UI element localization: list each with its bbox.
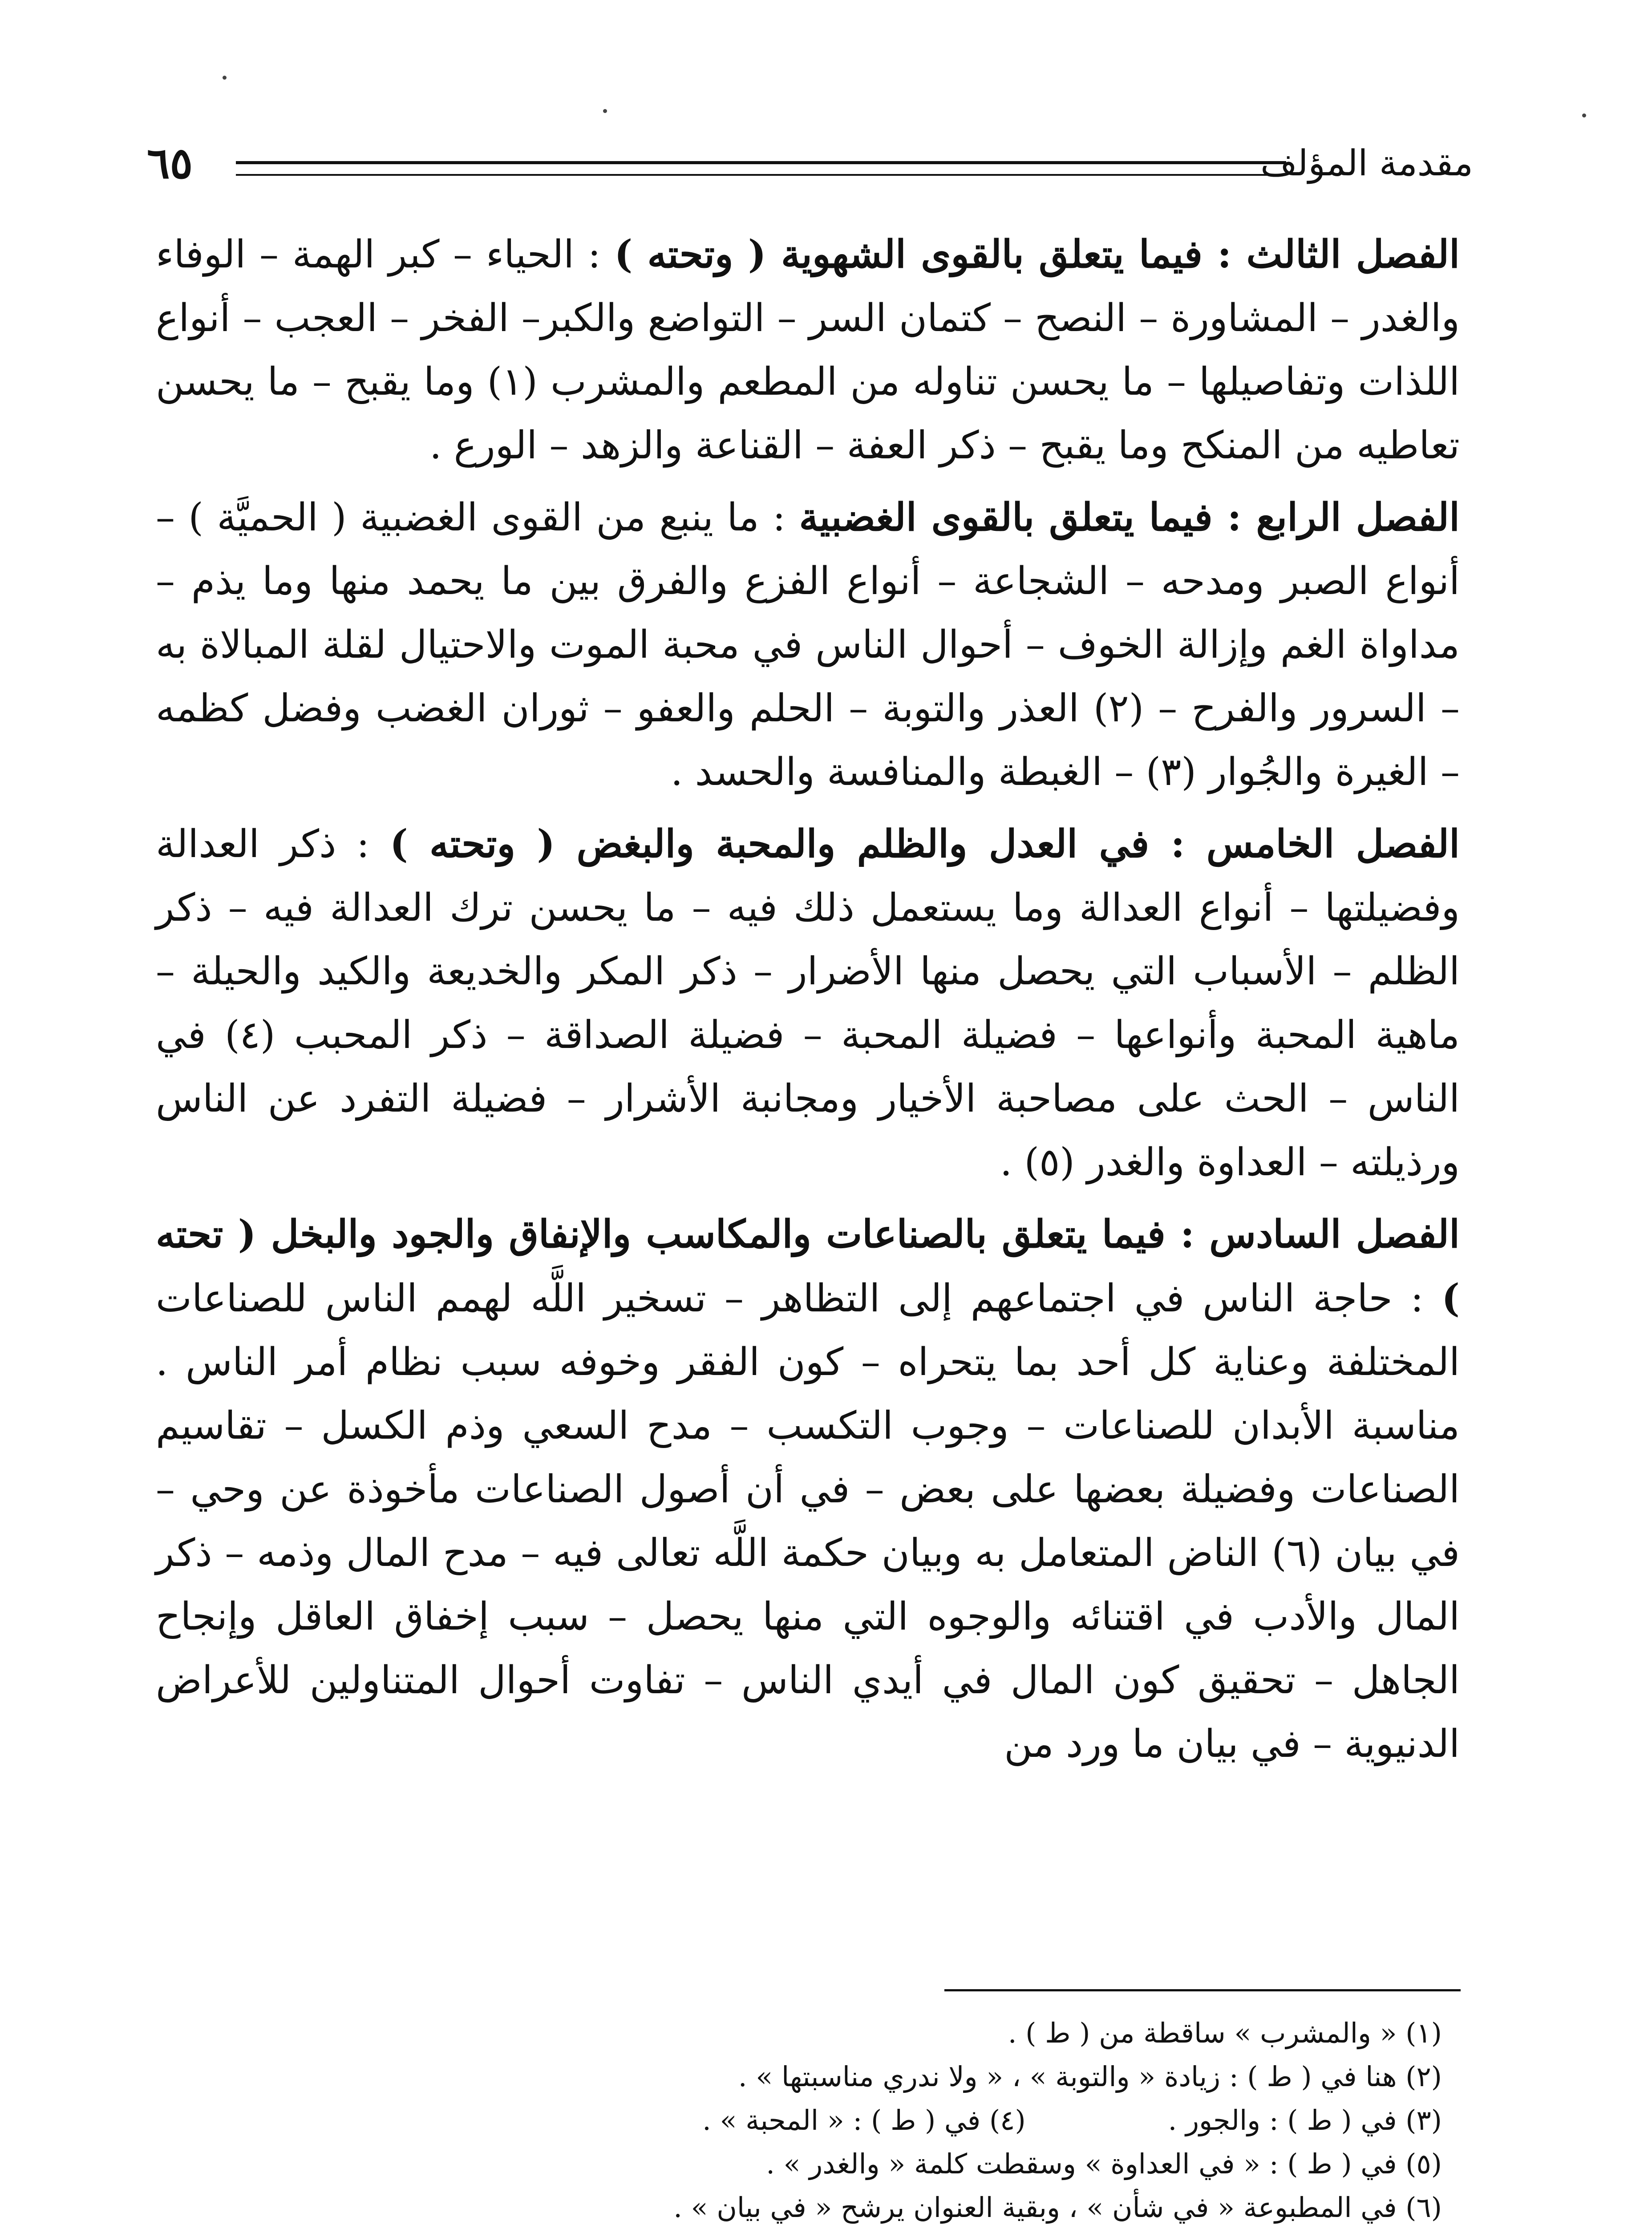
footnote-6: (٦) في المطبوعة « في شأن » ، وبقية العنوان يرشح « في بيان » . [673,2191,1442,2224]
chapter-6-heading: الفصل السادس : فيما يتعلق بالصناعات والمكاسب والإنفاق والجود والبخل ( تحته ) [156,1212,1460,1321]
footnote-5: (٥) في ( ط ) : « في العداوة » وسقطت كلمة « والغدر » . [766,2148,1442,2180]
chapter-6-text: : حاجة الناس في اجتماعهم إلى التظاهر – تسخير اللَّه لهمم الناس للصناعات المختلفة وعناية كل أحد بما يتحراه – كون الفقر وخوفه سبب نظام أمر الناس . مناسبة الأبدان للصناعات – وجوب التكسب – مدح السعي وذم الكسل – تقاسيم الصناعات وفضيلة بعضها على بعض – في أن أصول الصناعات مأخوذة عن وحي – في بيان (٦) الناض المتعامل به وبيان حكمة اللَّه تعالى فيه – مدح المال وذمه – ذكر المال والأدب في اقتنائه والوجوه التي منها يحصل – سبب إخفاق العاقل وإنجاح الجاهل – تحقيق كون المال في أيدي الناس – تفاوت أحوال المتناولين للأعراض الدنيوية – في بيان ما ورد من [156,1276,1460,1766]
page-number: ٦٥ [147,138,193,188]
chapter-4-text: : ما ينبع من القوى الغضبية ( الحميَّة ) – أنواع الصبر ومدحه – الشجاعة – أنواع الفزع والفرق بين ما يحمد منها وما يذم – مداواة الغم وإزالة الخوف – أحوال الناس في محبة الموت والاحتيال لقلة المبالاة به – السرور والفرح – (٢) العذر والتوبة – الحلم والعفو – ثوران الغضب وفضل كظمه – الغيرة والجُوار (٣) – الغبطة والمنافسة والحسد . [156,495,1460,794]
paragraph-chapter-3 [156,222,1460,477]
chapter-5-heading: الفصل الخامس : في العدل والظلم والمحبة والبغض ( وتحته ) [389,821,1460,866]
chapter-3-text: : الحياء – كبر الهمة – الوفاء والغدر – المشاورة – النصح – كتمان السر – التواضع والكبر– الفخر – العجب – أنواع اللذات وتفاصيلها – ما يحسن تناوله من المطعم والمشرب (١) وما يقبح – ما يحسن تعاطيه من المنكح وما يقبح – ذكر العفة – القناعة والزهد – الورع . [156,232,1460,468]
paragraph-chapter-6 [156,1202,1460,1776]
footnote-2: (٢) هنا في ( ط ) : زيادة « والتوبة » ، « ولا ندري مناسبتها » . [738,2060,1442,2093]
footnote-4: (٤) في ( ط ) : « المحبة » . [702,2104,1026,2136]
speck [223,76,227,80]
chapter-4-heading: الفصل الرابع : فيما يتعلق بالقوى الغضبية [799,495,1460,540]
footnote-row-3-4 [156,2099,1442,2142]
footnote-1: (١) « والمشرب » ساقطة من ( ط ) . [1008,2017,1442,2049]
footnote-separator [944,1989,1461,1991]
footnote-3: (٣) في ( ط ) : والجور . [1168,2104,1442,2136]
footnotes [156,2011,1442,2225]
chapter-3-heading: الفصل الثالث : فيما يتعلق بالقوى الشهوية ( وتحته ) [614,232,1460,277]
speck [1582,113,1586,117]
chapter-5-text: : ذكر العدالة وفضيلتها – أنواع العدالة وما يستعمل ذلك فيه – ما يحسن ترك العدالة فيه – ذكر الظلم – الأسباب التي يحصل منها الأضرار – ذكر المكر والخديعة والكيد والحيلة – ماهية المحبة وأنواعها – فضيلة المحبة – فضيلة الصداقة – ذكر المحبب (٤) في الناس – الحث على مصاحبة الأخيار ومجانبة الأشرار – فضيلة التفرد عن الناس ورذيلته – العداوة والغدر (٥) . [156,822,1460,1185]
main-text [156,222,1460,1784]
running-header [147,134,1473,196]
header-rule [236,161,1286,176]
paragraph-chapter-5 [156,812,1460,1194]
header-title: مقدمة المؤلف [1260,142,1473,184]
speck [603,109,607,113]
paragraph-chapter-4 [156,485,1460,804]
